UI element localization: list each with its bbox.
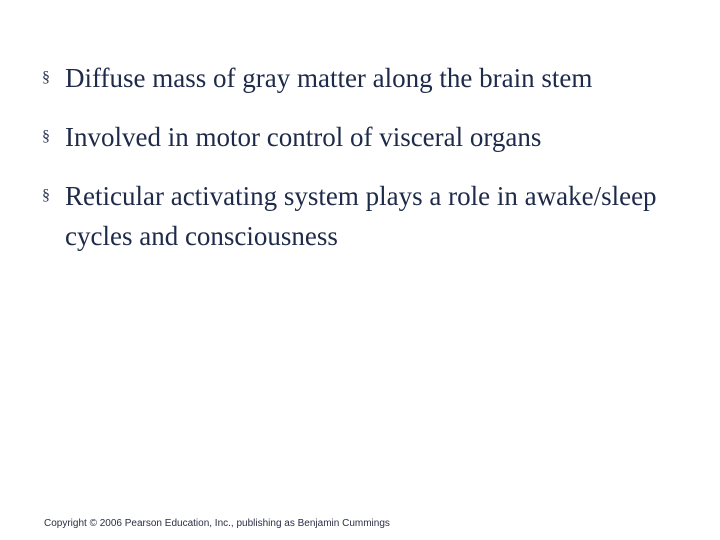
- bullet-text: Diffuse mass of gray matter along the brain stem: [65, 63, 593, 93]
- bullet-marker: §: [42, 187, 50, 204]
- bullet-item: [42, 117, 682, 157]
- bullet-list: [42, 58, 682, 275]
- bullet-item: [42, 58, 682, 98]
- bullet-marker: §: [42, 128, 50, 145]
- bullet-text: Involved in motor control of visceral organs: [65, 122, 542, 152]
- copyright-footer: Copyright © 2006 Pearson Education, Inc., publishing as Benjamin Cummings: [44, 518, 390, 529]
- bullet-marker: §: [42, 69, 50, 86]
- bullet-text: Reticular activating system plays a role in awake/sleep cycles and consciousness: [65, 181, 657, 251]
- bullet-item: [42, 176, 682, 256]
